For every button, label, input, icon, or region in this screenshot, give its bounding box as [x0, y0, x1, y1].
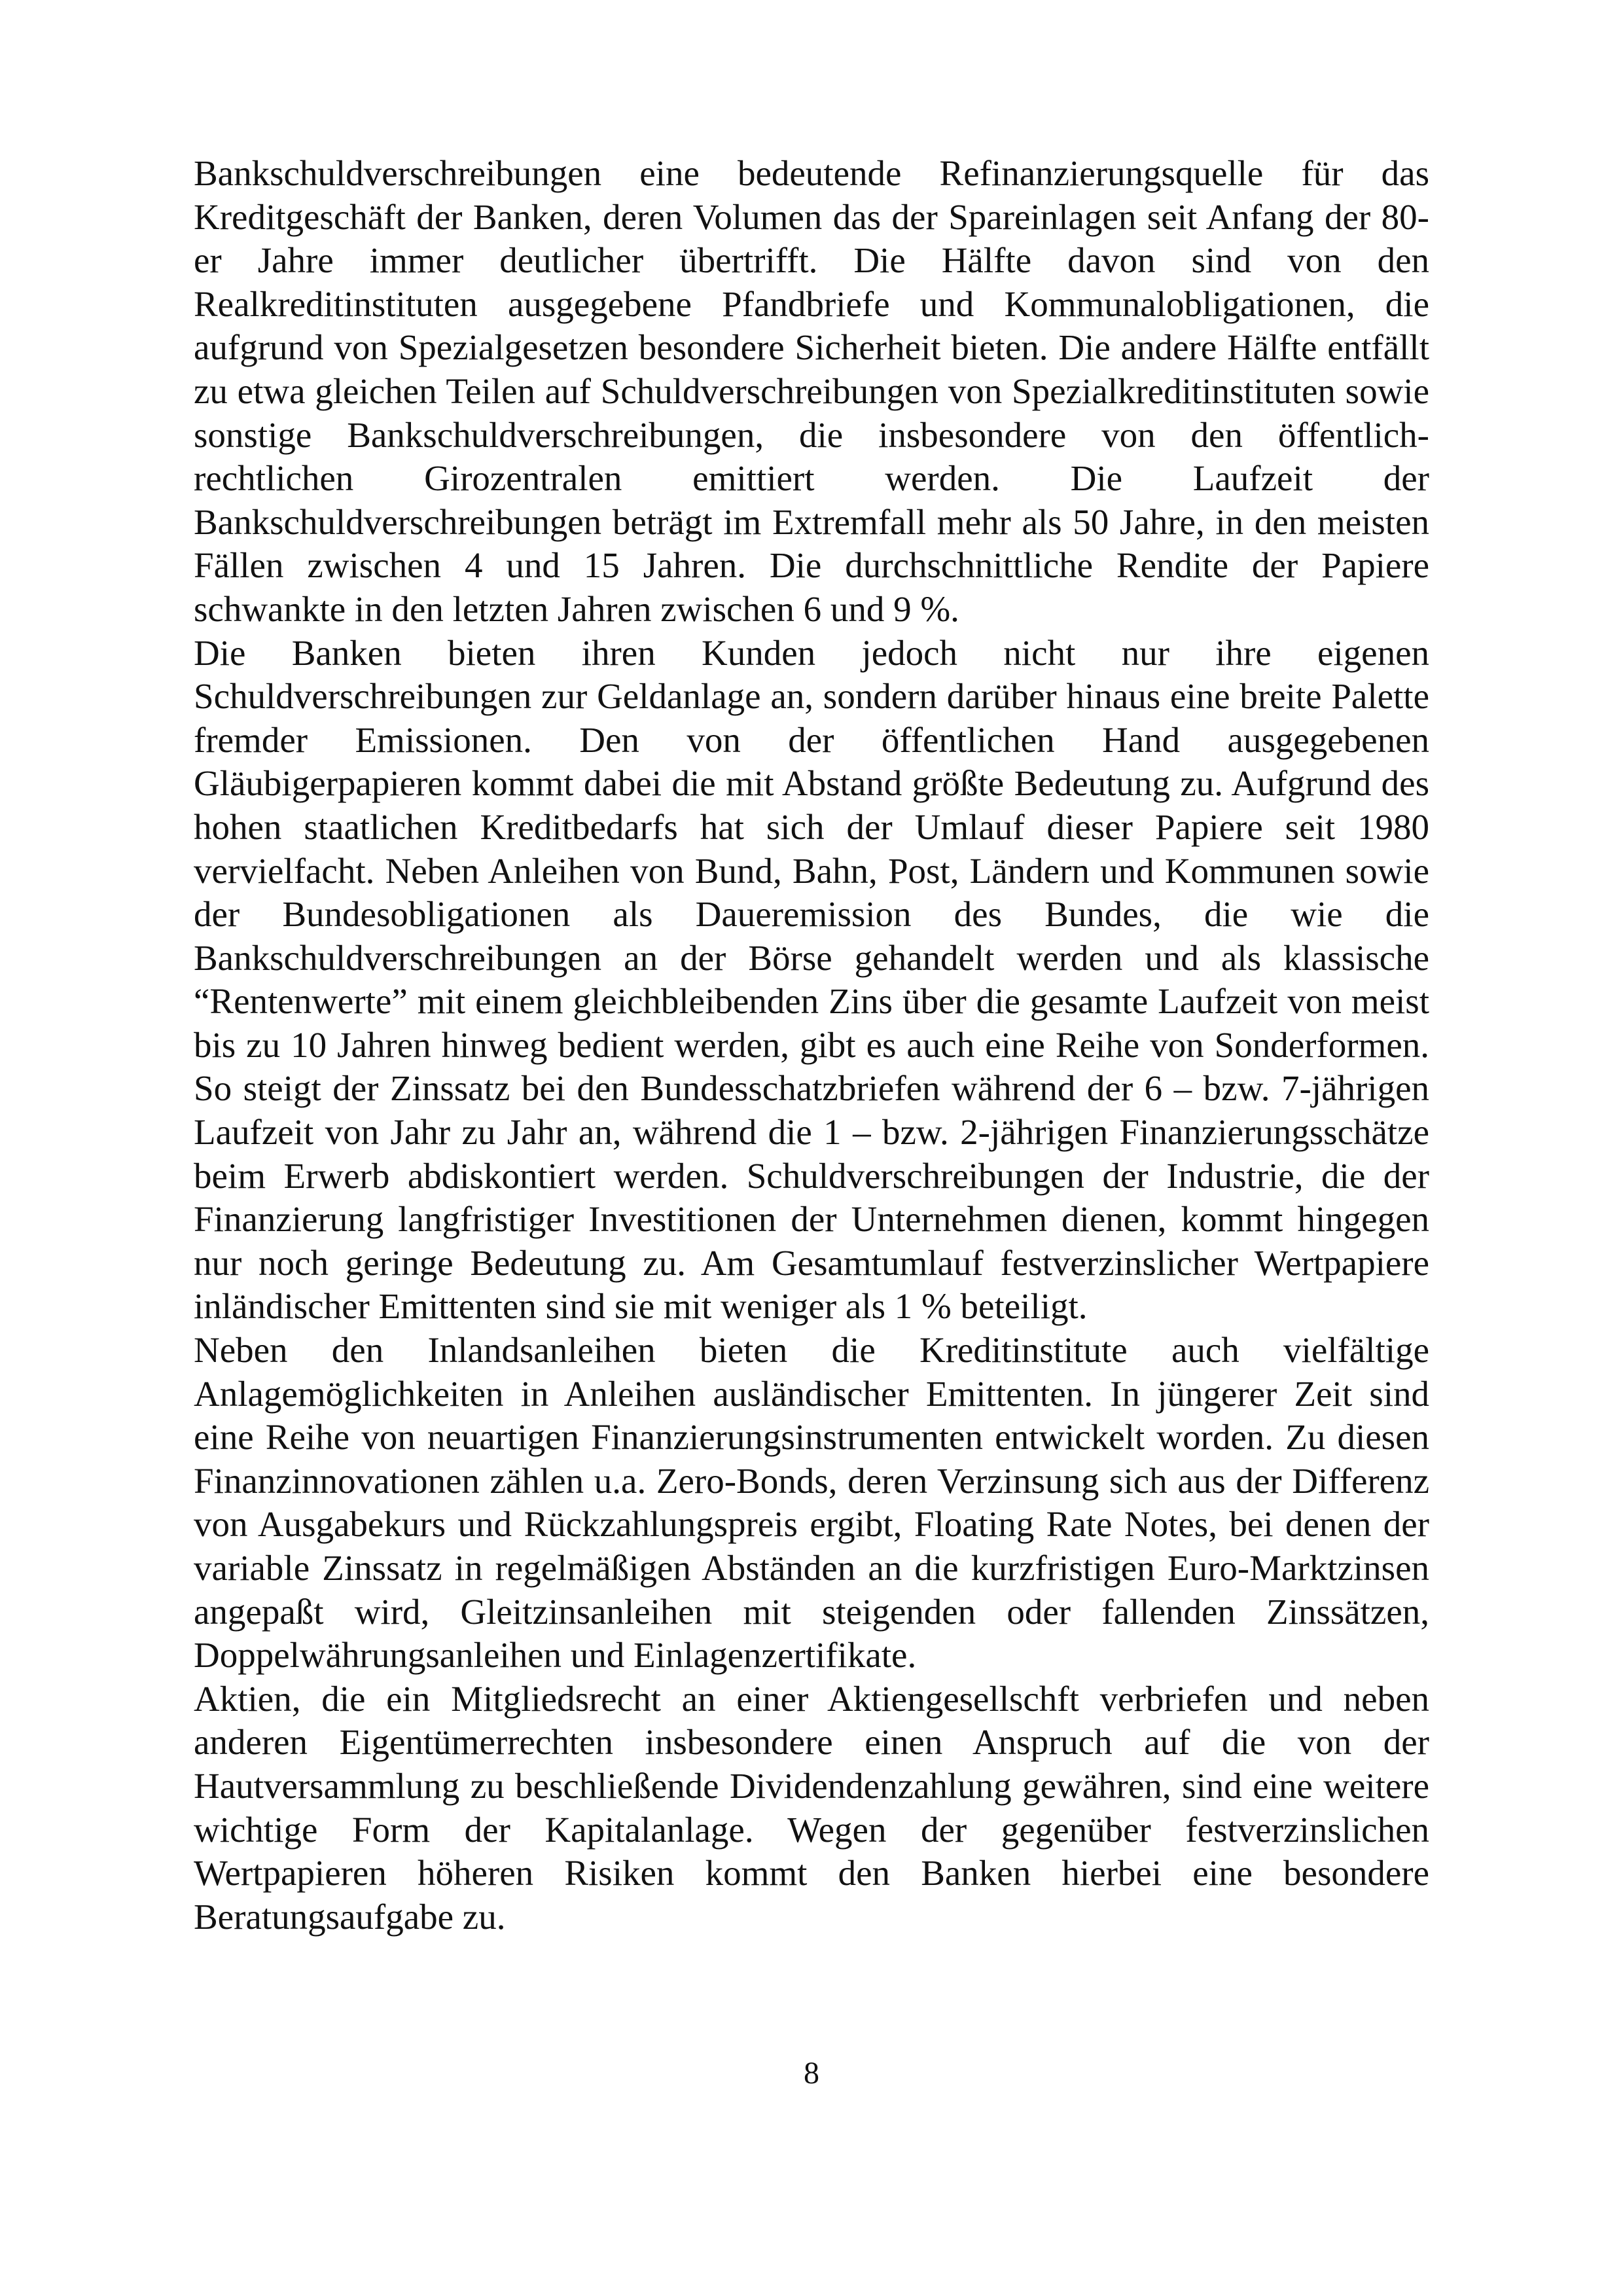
paragraph-fremde-emissionen: Die Banken bieten ihren Kunden jedoch nicht nur ihre eigenen Schuldverschreibungen zur Geldanlage an, sondern darüber hinaus eine breite Palette fremder Emissionen. Den von der öffentlichen Hand ausgegebenen Gläubigerpapieren kommt dabei die mit Abstand größte Bedeutung zu. Aufgrund des hohen staatlichen Kreditbedarfs hat sich der Umlauf dieser Papiere seit 1980 vervielfacht. Neben Anleihen von Bund, Bahn, Post, Ländern und Kommunen sowie der Bundesobligationen als Daueremission des Bundes, die wie die Bankschuldverschreibungen an der Börse gehandelt werden und als klassische “Rentenwerte” mit einem gleichbleibenden Zins über die gesamte Laufzeit von meist bis zu 10 Jahren hinweg bedient werden, gibt es auch eine Reihe von Sonderformen. So steigt der Zinssatz bei den Bundesschatzbriefen während der 6 – bzw. 7-jährigen Laufzeit von Jahr zu Jahr an, während die 1 – bzw. 2-jährigen Finanzierungsschätze beim Erwerb abdiskontiert werden. Schuldverschreibungen der Industrie, die der Finanzierung langfristiger Investitionen der Unternehmen dienen, kommt hingegen nur noch geringe Bedeutung zu. Am Gesamtumlauf festverzinslicher Wertpapiere inländischer Emittenten sind sie mit weniger als 1 % beteiligt.	[194, 632, 1429, 1327]
page-number: 8	[804, 2056, 819, 2090]
paragraph-bankschuldverschreibungen: Bankschuldverschreibungen eine bedeutende Refinanzierungsquelle für das Kreditgeschäft der Banken, deren Volumen das der Spareinlagen seit Anfang der 80-er Jahre immer deutlicher übertrifft. Die Hälfte davon sind von den Realkreditinstituten ausgegebene Pfandbriefe und Kommunalobligationen, die aufgrund von Spezialgesetzen besondere Sicherheit bieten. Die andere Hälfte entfällt zu etwa gleichen Teilen auf Schuldverschreibungen von Spezialkreditinstituten sowie sonstige Bankschuldverschreibungen, die insbesondere von den öffentlich-rechtlichen Girozentralen emittiert werden. Die Laufzeit der Bankschuldverschreibungen beträgt im Extremfall mehr als 50 Jahre, in den meisten Fällen zwischen 4 und 15 Jahren. Die durchschnittliche Rendite der Papiere schwankte in den letzten Jahren zwischen 6 und 9 %.	[194, 153, 1429, 629]
paragraph-finanzinnovationen: Neben den Inlandsanleihen bieten die Kreditinstitute auch vielfältige Anlagemöglichkeiten in Anleihen ausländischer Emittenten. In jüngerer Zeit sind eine Reihe von neuartigen Finanzierungsinstrumenten entwickelt worden. Zu diesen Finanzinnovationen zählen u.a. Zero-Bonds, deren Verzinsung sich aus der Differenz von Ausgabekurs und Rückzahlungspreis ergibt, Floating Rate Notes, bei denen der variable Zinssatz in regelmäßigen Abständen an die kurzfristigen Euro-Marktzinsen angepaßt wird, Gleitzinsanleihen mit steigenden oder fallenden Zinssätzen, Doppelwährungsanleihen und Einlagenzertifikate.	[194, 1330, 1429, 1676]
paragraph-aktien: Aktien, die ein Mitgliedsrecht an einer Aktiengesellschft verbriefen und neben anderen Eigentümerrechten insbesondere einen Anspruch auf die von der Hautversammlung zu beschließende Dividendenzahlung gewähren, sind eine weitere wichtige Form der Kapitalanlage. Wegen der gegenüber festverzinslichen Wertpapieren höheren Risiken kommt den Banken hierbei eine besondere Beratungsaufgabe zu.	[194, 1678, 1429, 1937]
body-text	[194, 152, 1429, 1939]
